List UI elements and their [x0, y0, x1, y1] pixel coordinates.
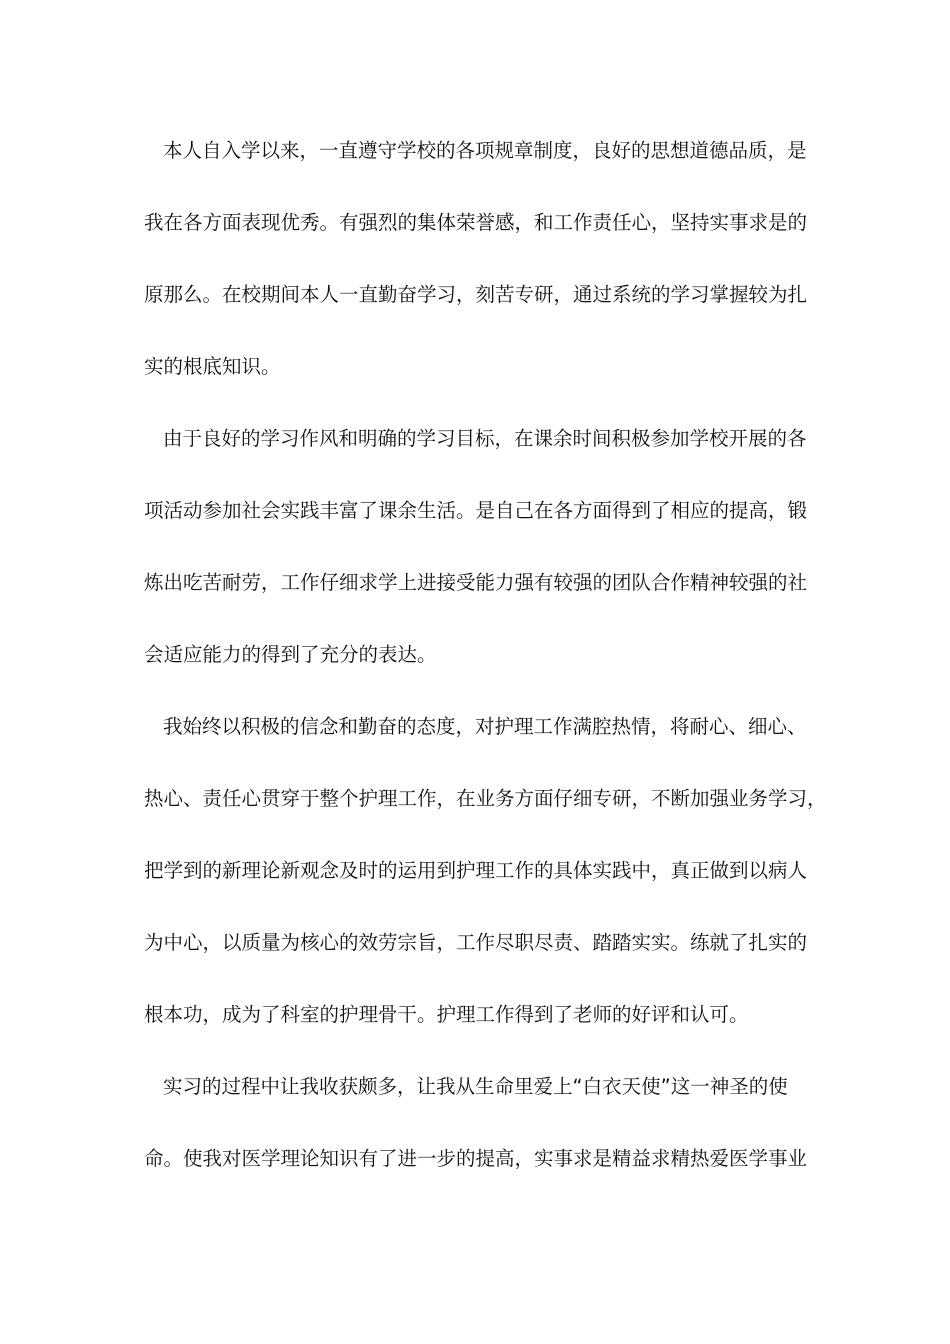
document-body: [144, 128, 827, 1208]
text-line: 本人自入学以来，一直遵守学校的各项规章制度，良好的思想道德品质，是: [163, 139, 807, 162]
paragraph-1: [144, 128, 808, 416]
text-line: 会适应能力的得到了充分的表达。: [144, 643, 437, 666]
text-line: 我在各方面表现优秀。有强烈的集体荣誉感，和工作责任心，坚持实事求是的: [144, 211, 808, 234]
text-line: 热心、责任心贯穿于整个护理工作，在业务方面仔细专研，不断加强业务学习，: [144, 787, 827, 810]
text-line: 炼出吃苦耐劳，工作仔细求学上进接受能力强有较强的团队合作精神较强的社: [144, 571, 808, 594]
text-line: 原那么。在校期间本人一直勤奋学习，刻苦专研，通过系统的学习掌握较为扎: [144, 283, 808, 306]
paragraph-2: [144, 416, 808, 704]
text-line: 命。使我对医学理论知识有了进一步的提高，实事求是精益求精热爱医学事业: [144, 1147, 808, 1170]
text-line: 把学到的新理论新观念及时的运用到护理工作的具体实践中，真正做到以病人: [144, 859, 808, 882]
text-line: 项活动参加社会实践丰富了课余生活。是自己在各方面得到了相应的提高，锻: [144, 499, 808, 522]
text-line: 实习的过程中让我收获颇多，让我从生命里爱上“白衣天使”这一神圣的使: [163, 1075, 788, 1098]
text-line: 实的根底知识。: [144, 355, 281, 378]
text-line: 我始终以积极的信念和勤奋的态度，对护理工作满腔热情，将耐心、细心、: [163, 715, 807, 738]
text-line: 根本功，成为了科室的护理骨干。护理工作得到了老师的好评和认可。: [144, 1003, 749, 1026]
paragraph-3: [144, 704, 827, 1064]
paragraph-4: [144, 1064, 808, 1208]
text-line: 由于良好的学习作风和明确的学习目标，在课余时间积极参加学校开展的各: [163, 427, 807, 450]
text-line: 为中心，以质量为核心的效劳宗旨，工作尽职尽责、踏踏实实。练就了扎实的: [144, 931, 808, 954]
